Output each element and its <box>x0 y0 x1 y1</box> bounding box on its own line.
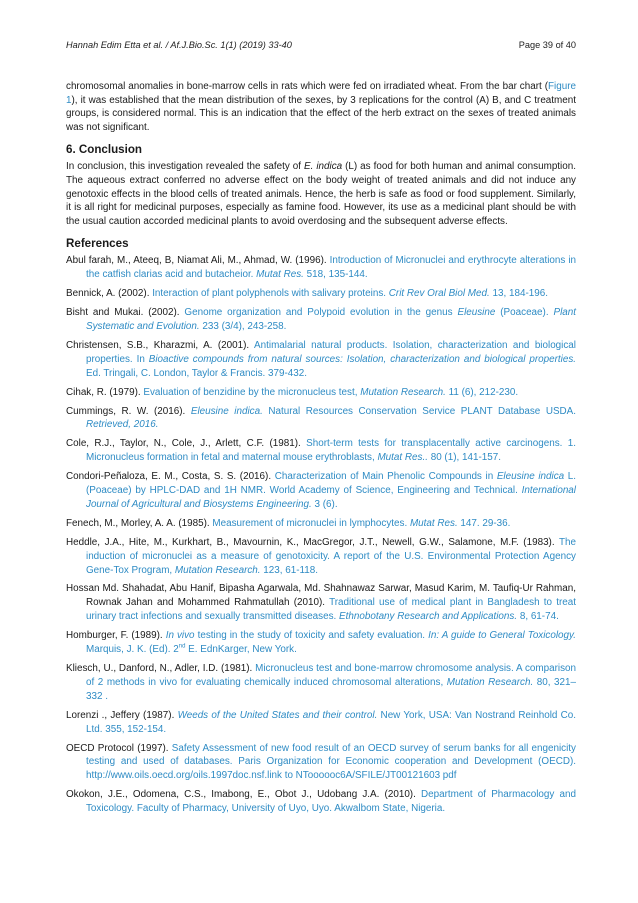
reference-title[interactable]: Introduction of Micronuclei and erythrocyte alterations in the catfish clarias acid and butacheior. <box>86 255 576 281</box>
reference-details: 518, 135-144. <box>303 269 368 281</box>
reference-journal: Plant Systematic and Evolution. <box>86 307 576 332</box>
reference-authors: Christensen, S.B., Kharazmi, A. (2001). <box>66 339 255 351</box>
reference-details: 80 (1), 141-157. <box>427 452 501 464</box>
reference-journal: Mutat Res. <box>409 517 458 529</box>
page-number: Page 39 of 40 <box>518 40 576 50</box>
reference-title[interactable]: Safety Assessment of new food result of an OECD survey of serum banks for all engenicity testing and used of databases. Paris Organization for Economic cooperation and Development (OECD). http://www.oils.oecd.org/oils.1997doc.nsf.link to NToooooc6A/SFILE/JT00121603 pdf <box>86 742 576 782</box>
reference-journal: Crit Rev Oral Biol Med. <box>388 288 490 300</box>
reference-journal: Mutat Res. <box>256 269 304 281</box>
reference-journal: Weeds of the United States and their control. <box>177 709 378 721</box>
reference-details: 147. 29-36. <box>457 517 511 529</box>
reference-authors: Kliesch, U., Danford, N., Adler, I.D. (1981). <box>66 663 256 674</box>
reference-title[interactable]: Short-term tests for transplacentally active carcinogens. 1. Micronucleus formation in fetal and maternal mouse erythroblasts, <box>86 438 577 464</box>
reference-title-end[interactable]: testing in the study of toxicity and safety evaluation. <box>194 630 429 642</box>
reference-title[interactable]: Traditional use of medical plant in Bangladesh to treat urinary tract infections and sexually transmitted diseases. <box>86 597 576 623</box>
reference-details: 8, 61-74. <box>517 611 559 623</box>
reference-details-end: E. EdnKarger, New York. <box>185 644 297 656</box>
reference-item <box>66 386 576 400</box>
reference-authors: Abul farah, M., Ateeq, B, Niamat Ali, M., Ahmad, W. (1996). <box>66 255 330 267</box>
reference-item <box>66 287 576 301</box>
reference-item <box>66 536 576 578</box>
reference-details: 3 (6). <box>311 498 338 510</box>
conclusion-text-end: (L) as food for both human and animal consumption. The aqueous extract conferred no adverse effect on the body weight of treated animals and did not induce any genotoxic effects in the blood cells of treated animals. Hence, the herb is safe as food or food supplement. Similarly, it is all right for medicinal purposes, especially as famine food. However, its use as a medicinal plant should be with the usual caution accorded medicinal plants to avoid overdosing and the subsequent adverse effects. <box>66 161 576 227</box>
reference-details: 123, 61-118. <box>260 564 319 576</box>
reference-journal: In: A guide to General Toxicology. <box>428 630 576 642</box>
reference-item <box>66 629 576 657</box>
figure-link[interactable]: Figure 1 <box>66 81 576 106</box>
conclusion-paragraph <box>66 160 576 228</box>
reference-details: 11 (6), 212-230. <box>445 386 519 398</box>
reference-authors: Lorenzi ., Jeffery (1987). <box>66 709 178 721</box>
reference-item <box>66 306 576 334</box>
reference-title-end[interactable]: In <box>136 353 149 365</box>
reference-item <box>66 437 576 465</box>
reference-item <box>66 517 576 531</box>
reference-title-italic[interactable]: Eleusine indica <box>496 471 565 483</box>
intro-text: chromosomal anomalies in bone-marrow cells in rats which were fed on irradiated wheat. From the bar chart ( <box>66 81 548 92</box>
reference-authors: Homburger, F. (1989). <box>66 630 166 642</box>
reference-details: Marquis, J. K. (Ed). 2 <box>86 644 179 656</box>
reference-journal: Eleusine indica. <box>190 405 263 417</box>
reference-authors: Heddle, J.A., Hite, M., Kurkhart, B., Mavournin, K., MacGregor, J.T., Newell, G.W., Salamone, M.F. (1983). <box>66 536 559 548</box>
reference-title[interactable]: The induction of micronuclei as a measure of genotoxicity. A report of the U.S. Environmental Protection Agency Gene-Tox Program, <box>86 536 576 576</box>
reference-journal: Mutat Res.. <box>377 452 428 464</box>
reference-journal: Mutation Research. <box>174 564 261 576</box>
reference-item <box>66 662 576 704</box>
reference-details: 233 (3/4), 243-258. <box>199 320 287 332</box>
reference-item <box>66 405 576 433</box>
reference-title[interactable]: Interaction of plant polyphenols with salivary proteins. <box>152 288 389 300</box>
reference-list <box>66 254 576 816</box>
reference-item <box>66 709 576 737</box>
intro-text-end: ), it was established that the mean distribution of the sexes, by 3 replications for the control (A) B, and C treatment groups, is considered normal. This is an indication that the effect of the herb extract on the sexes of treated animals was not significant. <box>66 94 576 133</box>
reference-journal: International Journal of Agricultural and Biosystems Engineering. <box>86 485 576 510</box>
reference-details: Ed. Tringali, C. London, Taylor & Francis. 379-432. <box>86 367 308 379</box>
page <box>66 40 576 821</box>
reference-title[interactable]: Evaluation of benzidine by the micronucleus test, <box>143 386 361 398</box>
conclusion-heading: 6. Conclusion <box>66 143 143 157</box>
header-citation: Hannah Edim Etta et al. / Af.J.Bio.Sc. 1(1) (2019) 33-40 <box>66 40 292 50</box>
reference-item <box>66 254 576 282</box>
intro-paragraph <box>66 80 576 134</box>
reference-title[interactable]: Micronucleus test and bone-marrow chromosome analysis. A comparison of 2 methods in vivo for evaluating chemically induced chromosomal alterations, <box>86 663 576 688</box>
reference-item <box>66 788 576 816</box>
reference-authors: Okokon, J.E., Odomena, C.S., Imabong, E., Obot J., Udobang J.A. (2010). <box>66 789 422 801</box>
reference-title-italic[interactable]: In vivo <box>165 630 195 642</box>
reference-title[interactable]: Antimalarial natural products. Isolation, characterization and biological properties. <box>86 339 576 365</box>
reference-title-italic[interactable]: Eleusine <box>457 307 496 319</box>
reference-journal: Bioactive compounds from natural sources: Isolation, characterization and biological properties. <box>148 353 577 365</box>
reference-title[interactable]: Measurement of micronuclei in lymphocytes. <box>212 517 410 529</box>
reference-item <box>66 742 576 784</box>
species-name: E. indica <box>304 161 343 173</box>
reference-authors: Condori-Peñaloza, E. M., Costa, S. S. (2016). <box>66 471 275 483</box>
reference-details: 13, 184-196. <box>489 288 548 300</box>
reference-authors: Cummings, R. W. (2016). <box>66 405 191 417</box>
reference-details-italic: Retrieved, 2016. <box>86 419 159 431</box>
reference-authors: Fenech, M., Morley, A. A. (1985). <box>66 517 213 529</box>
reference-authors: Cihak, R. (1979). <box>66 386 144 398</box>
reference-journal: Mutation Research. <box>446 676 534 688</box>
reference-title[interactable]: Department of Pharmacology and Toxicology. Faculty of Pharmacy, University of Uyo, Uyo. Akwalbom State, Nigeria. <box>86 789 576 815</box>
reference-authors: Bisht and Mukai. (2002). <box>66 307 185 319</box>
reference-authors: Hossan Md. Shahadat, Abu Hanif, Bipasha Agarwala, Md. Shahnawaz Sarwar, Masud Karim, M. Taufiq-Ur Rahman, Rownak Jahan and Mohammed Rahmatullah (2010). <box>66 583 576 609</box>
reference-sup: nd <box>178 643 186 650</box>
reference-title[interactable]: Genome organization and Polypoid evolution in the genus <box>184 307 458 319</box>
reference-title-end[interactable]: L. (Poaceae) by HPLC-DAD and 1H NMR. World Academy of Science, Engineering and Technical. <box>86 471 576 497</box>
running-header <box>66 40 576 50</box>
reference-journal: Ethnobotany Research and Applications. <box>339 611 518 623</box>
reference-journal: Mutation Research. <box>360 386 446 398</box>
reference-item <box>66 339 576 381</box>
reference-details: 80, 321–332 . <box>86 676 576 702</box>
reference-authors: OECD Protocol (1997). <box>66 742 172 754</box>
reference-details: Natural Resources Conservation Service PLANT Database USDA. <box>262 405 577 417</box>
reference-title[interactable]: Characterization of Main Phenolic Compounds in <box>274 471 497 483</box>
reference-title-end[interactable]: (Poaceae). <box>495 307 554 319</box>
reference-details: New York, USA: Van Nostrand Reinhold Co. Ltd. 355, 152-154. <box>86 709 576 735</box>
reference-item <box>66 582 576 624</box>
reference-authors: Cole, R.J., Taylor, N., Cole, J., Arlett, C.F. (1981). <box>66 438 307 450</box>
reference-item <box>66 470 576 512</box>
conclusion-text: In conclusion, this investigation revealed the safety of <box>66 161 304 173</box>
reference-authors: Bennick, A. (2002). <box>66 288 153 300</box>
references-heading: References <box>66 237 129 251</box>
